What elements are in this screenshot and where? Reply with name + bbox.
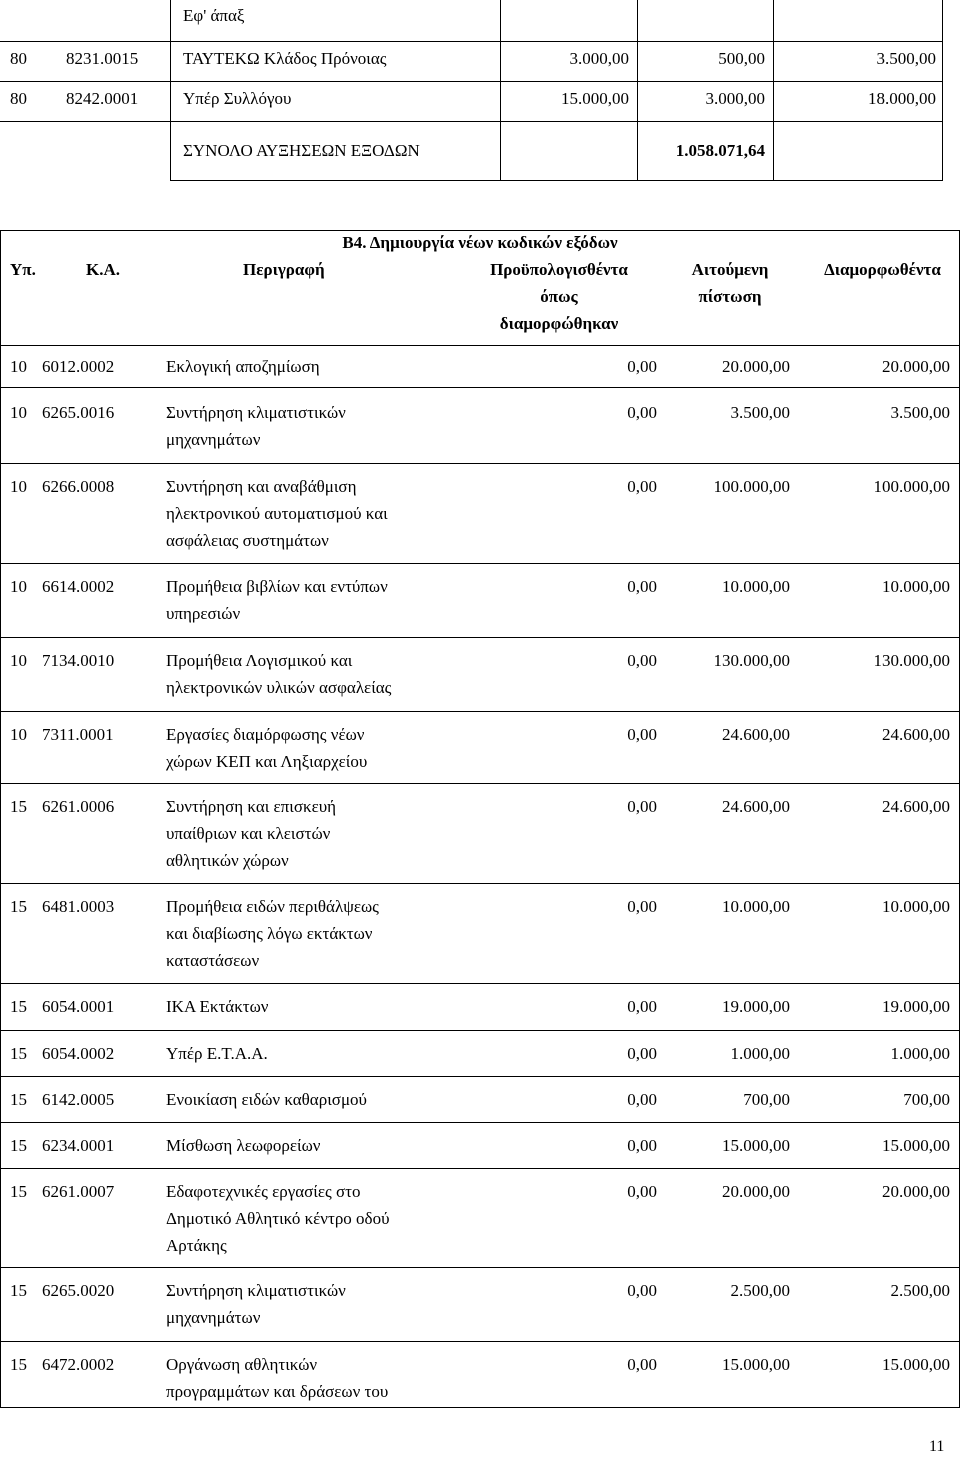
budget-cell: 0,00 xyxy=(627,577,657,596)
desc-line: Οργάνωση αθλητικών xyxy=(166,1355,318,1374)
final-cell: 24.600,00 xyxy=(882,725,950,744)
desc-line: Εδαφοτεχνικές εργασίες στο xyxy=(166,1182,361,1201)
desc-line: προγραμμάτων και δράσεων του xyxy=(166,1382,389,1401)
desc-line: μηχανημάτων xyxy=(166,1308,261,1327)
desc-line: Συντήρηση και επισκευή xyxy=(166,797,337,816)
budget-cell: 0,00 xyxy=(627,725,657,744)
final-cell: 15.000,00 xyxy=(882,1355,950,1374)
desc-cell: ΤΑΥΤΕΚΩ Κλάδος Πρόνοιας xyxy=(183,49,387,68)
yp-cell: 15 xyxy=(10,1281,27,1300)
desc-line: ηλεκτρονικού αυτοματισμού και xyxy=(166,504,388,523)
desc-line: ΙΚΑ Εκτάκτων xyxy=(166,997,269,1016)
desc-line: υπηρεσιών xyxy=(166,604,241,623)
ka-cell: 6265.0020 xyxy=(42,1281,115,1300)
final-cell: 130.000,00 xyxy=(873,651,950,670)
ka-cell: 6261.0006 xyxy=(42,797,115,816)
desc-line: αθλητικών χώρων xyxy=(166,851,289,870)
desc-line: ασφάλειας συστημάτων xyxy=(166,531,329,550)
final-cell: 1.000,00 xyxy=(890,1044,950,1063)
final-cell: 2.500,00 xyxy=(890,1281,950,1300)
desc-line: υπαίθριων και κλειστών xyxy=(166,824,331,843)
requested-cell: 3.500,00 xyxy=(730,403,790,422)
requested-cell: 10.000,00 xyxy=(722,577,790,596)
final-cell: 20.000,00 xyxy=(882,357,950,376)
ka-cell: 7311.0001 xyxy=(42,725,114,744)
requested-cell: 130.000,00 xyxy=(713,651,790,670)
header-requested-line2: πίστωση xyxy=(698,287,762,306)
header-fragment: Εφ' άπαξ xyxy=(183,6,245,25)
final-cell: 100.000,00 xyxy=(873,477,950,496)
ka-cell: 6054.0002 xyxy=(42,1044,115,1063)
ka-cell: 6261.0007 xyxy=(42,1182,115,1201)
desc-line: καταστάσεων xyxy=(166,951,260,970)
budget-cell: 0,00 xyxy=(627,1090,657,1109)
yp-cell: 10 xyxy=(10,577,27,596)
yp-cell: 15 xyxy=(10,1182,27,1201)
requested-cell: 15.000,00 xyxy=(722,1136,790,1155)
ka-cell: 6234.0001 xyxy=(42,1136,115,1155)
requested-cell: 1.000,00 xyxy=(730,1044,790,1063)
desc-line: Συντήρηση και αναβάθμιση xyxy=(166,477,357,496)
budget-cell: 0,00 xyxy=(627,651,657,670)
yp-cell: 15 xyxy=(10,1044,27,1063)
yp-cell: 15 xyxy=(10,1090,27,1109)
header-ka: Κ.Α. xyxy=(86,260,120,279)
header-budget-line1: Προϋπολογισθέντα xyxy=(490,260,628,279)
yp-cell: 10 xyxy=(10,357,27,376)
desc-line: και διαβίωσης λόγω εκτάκτων xyxy=(166,924,373,943)
desc-line: Προμήθεια βιβλίων και εντύπων xyxy=(166,577,388,596)
desc-line: Εργασίες διαμόρφωσης νέων xyxy=(166,725,365,744)
ka-cell: 6481.0003 xyxy=(42,897,115,916)
page-number: 11 xyxy=(929,1438,945,1455)
header-yp: Υπ. xyxy=(10,260,36,279)
ka-cell: 6472.0002 xyxy=(42,1355,115,1374)
yp-cell: 15 xyxy=(10,997,27,1016)
total-label: ΣΥΝΟΛΟ ΑΥΞΗΣΕΩΝ ΕΞΟΔΩΝ xyxy=(183,141,420,160)
ka-cell: 6265.0016 xyxy=(42,403,115,422)
final-cell: 10.000,00 xyxy=(882,577,950,596)
section-title: Β4. Δημιουργία νέων κωδικών εξόδων xyxy=(342,233,618,252)
ka-cell: 8242.0001 xyxy=(66,89,139,108)
requested-cell: 3.000,00 xyxy=(705,89,765,108)
desc-line: Ενοικίαση ειδών καθαρισμού xyxy=(166,1090,367,1109)
header-final: Διαμορφωθέντα xyxy=(824,260,941,279)
requested-cell: 10.000,00 xyxy=(722,897,790,916)
yp-cell: 10 xyxy=(10,477,27,496)
budget-cell: 0,00 xyxy=(627,897,657,916)
ka-cell: 6054.0001 xyxy=(42,997,115,1016)
yp-cell: 80 xyxy=(10,49,27,68)
final-cell: 19.000,00 xyxy=(882,997,950,1016)
budget-cell: 0,00 xyxy=(627,997,657,1016)
total-value: 1.058.071,64 xyxy=(675,141,765,160)
requested-cell: 700,00 xyxy=(743,1090,790,1109)
requested-cell: 20.000,00 xyxy=(722,1182,790,1201)
desc-line: μηχανημάτων xyxy=(166,430,261,449)
requested-cell: 15.000,00 xyxy=(722,1355,790,1374)
yp-cell: 80 xyxy=(10,89,27,108)
yp-cell: 15 xyxy=(10,1355,27,1374)
ka-cell: 6614.0002 xyxy=(42,577,115,596)
budget-cell: 0,00 xyxy=(627,1182,657,1201)
desc-line: Προμήθεια Λογισμικού και xyxy=(166,651,353,670)
final-cell: 3.500,00 xyxy=(890,403,950,422)
budget-cell: 0,00 xyxy=(627,1136,657,1155)
requested-cell: 500,00 xyxy=(718,49,765,68)
final-cell: 3.500,00 xyxy=(876,49,936,68)
budget-cell: 0,00 xyxy=(627,1355,657,1374)
new-codes-table xyxy=(0,230,960,1459)
top-table xyxy=(0,0,960,230)
ka-cell: 6012.0002 xyxy=(42,357,115,376)
yp-cell: 10 xyxy=(10,403,27,422)
final-cell: 18.000,00 xyxy=(868,89,936,108)
desc-line: Υπέρ Ε.Τ.Α.Α. xyxy=(166,1044,268,1063)
yp-cell: 10 xyxy=(10,651,27,670)
desc-line: Συντήρηση κλιματιστικών xyxy=(166,1281,346,1300)
header-desc: Περιγραφή xyxy=(243,260,325,279)
ka-cell: 6266.0008 xyxy=(42,477,115,496)
yp-cell: 15 xyxy=(10,897,27,916)
yp-cell: 15 xyxy=(10,797,27,816)
budget-cell: 0,00 xyxy=(627,1281,657,1300)
final-cell: 10.000,00 xyxy=(882,897,950,916)
ka-cell: 6142.0005 xyxy=(42,1090,115,1109)
desc-line: ηλεκτρονικών υλικών ασφαλείας xyxy=(166,678,392,697)
requested-cell: 19.000,00 xyxy=(722,997,790,1016)
desc-line: Εκλογική αποζημίωση xyxy=(166,357,320,376)
desc-line: Αρτάκης xyxy=(166,1236,227,1255)
desc-line: Συντήρηση κλιματιστικών xyxy=(166,403,346,422)
ka-cell: 8231.0015 xyxy=(66,49,139,68)
header-budget-line3: διαμορφώθηκαν xyxy=(499,314,619,333)
final-cell: 15.000,00 xyxy=(882,1136,950,1155)
desc-line: Προμήθεια ειδών περιθάλψεως xyxy=(166,897,379,916)
desc-cell: Υπέρ Συλλόγου xyxy=(183,89,292,108)
budget-cell: 0,00 xyxy=(627,1044,657,1063)
final-cell: 700,00 xyxy=(903,1090,950,1109)
desc-line: Δημοτικό Αθλητικό κέντρο οδού xyxy=(166,1209,390,1228)
final-cell: 20.000,00 xyxy=(882,1182,950,1201)
budget-cell: 0,00 xyxy=(627,403,657,422)
requested-cell: 24.600,00 xyxy=(722,797,790,816)
budget-cell: 0,00 xyxy=(627,357,657,376)
yp-cell: 10 xyxy=(10,725,27,744)
header-budget-line2: όπως xyxy=(540,287,578,306)
desc-line: Μίσθωση λεωφορείων xyxy=(166,1136,321,1155)
requested-cell: 24.600,00 xyxy=(722,725,790,744)
requested-cell: 20.000,00 xyxy=(722,357,790,376)
header-requested-line1: Αιτούμενη xyxy=(691,260,769,279)
final-cell: 24.600,00 xyxy=(882,797,950,816)
budget-cell: 0,00 xyxy=(627,797,657,816)
budget-cell: 15.000,00 xyxy=(561,89,629,108)
budget-cell: 0,00 xyxy=(627,477,657,496)
budget-cell: 3.000,00 xyxy=(569,49,629,68)
desc-line: χώρων ΚΕΠ και Ληξιαρχείου xyxy=(166,752,368,771)
ka-cell: 7134.0010 xyxy=(42,651,115,670)
requested-cell: 2.500,00 xyxy=(730,1281,790,1300)
yp-cell: 15 xyxy=(10,1136,27,1155)
requested-cell: 100.000,00 xyxy=(713,477,790,496)
